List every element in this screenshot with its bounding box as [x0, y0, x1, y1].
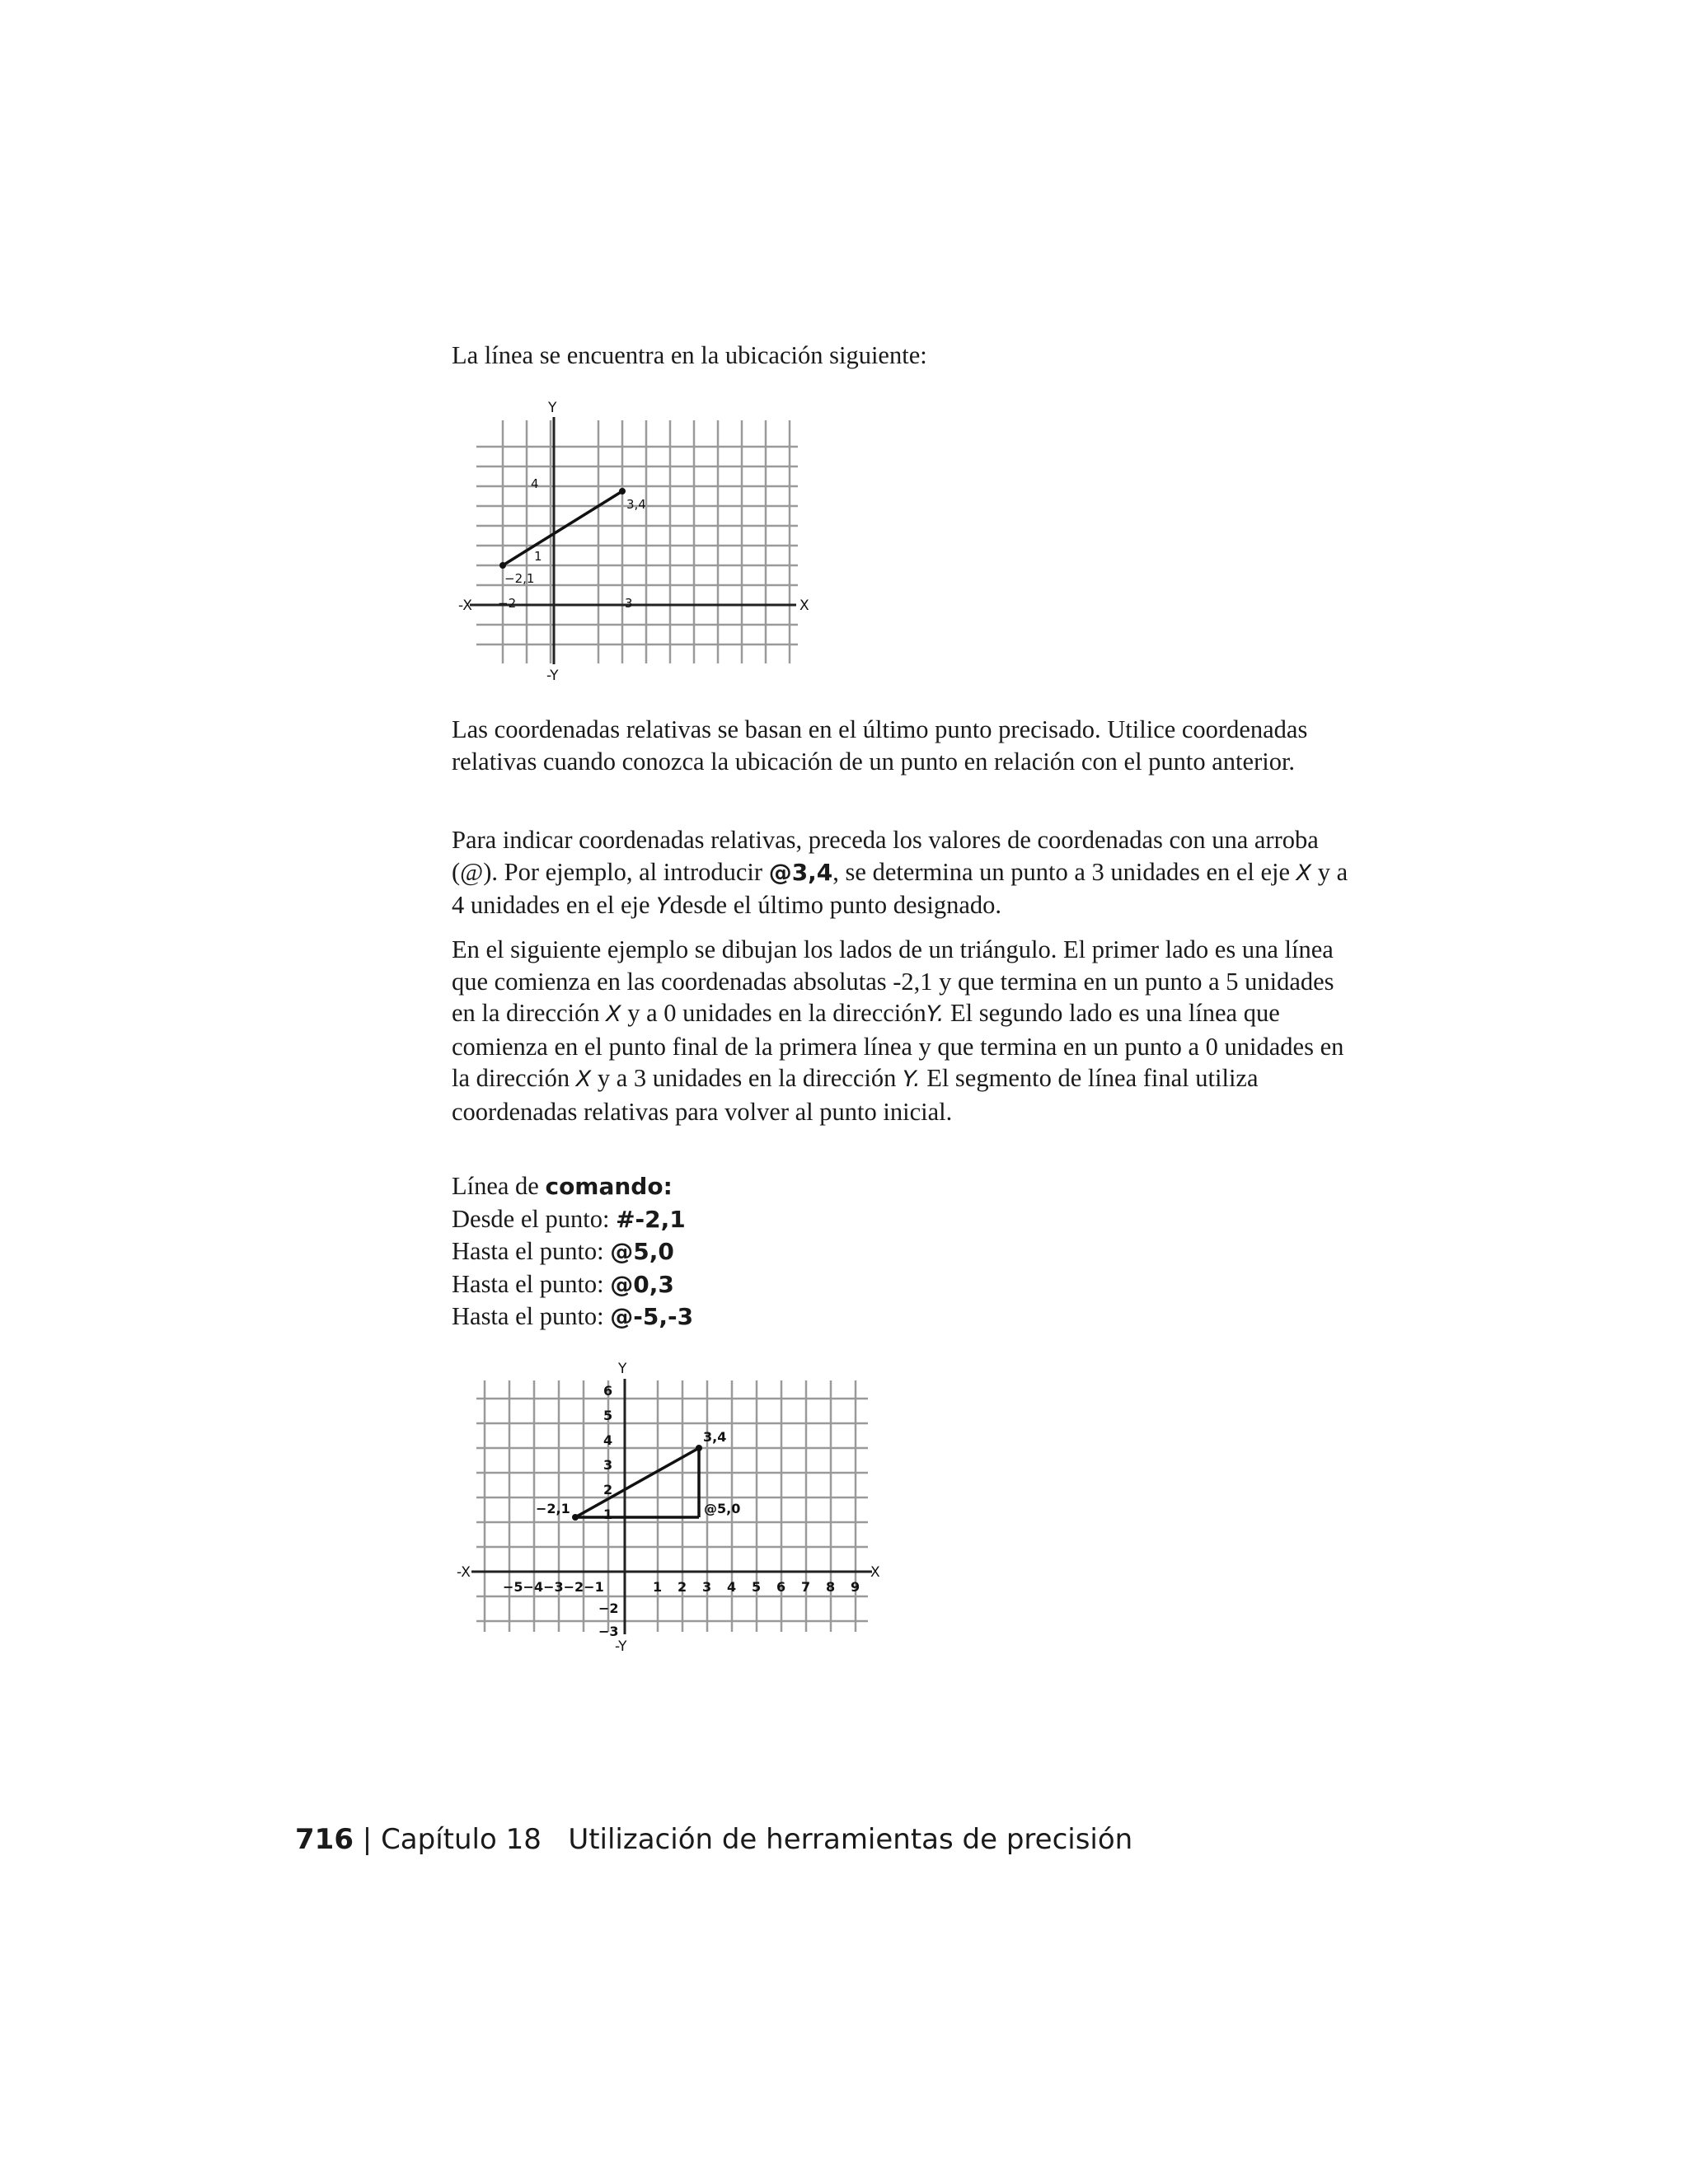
- point-label-mid: @5,0: [704, 1501, 741, 1516]
- point-label-start: −2,1: [536, 1501, 570, 1516]
- text-run: El segmento de línea final utiliza coordenadas relativas para volver al punto inicial.: [452, 1064, 1259, 1126]
- y-tick: 1: [603, 1507, 613, 1522]
- tick-label-1: 1: [534, 549, 542, 564]
- italic-term: Y.: [926, 1001, 945, 1027]
- page-number: 716: [295, 1823, 354, 1856]
- tick-label-neg2: −2: [498, 596, 517, 611]
- y-tick: 6: [603, 1383, 613, 1399]
- command-sequence: [452, 1170, 1193, 1333]
- chapter-title: Utilización de herramientas de precisión: [568, 1823, 1133, 1856]
- text-run: desde el último punto designado.: [669, 891, 1002, 919]
- x-tick: 5: [752, 1579, 762, 1595]
- triangle: [575, 1448, 699, 1517]
- point-label-end: 3,4: [626, 497, 646, 512]
- axis-neg-x-label: -X: [458, 598, 472, 614]
- footer-separator: |: [353, 1823, 382, 1856]
- axis-y-label: Y: [618, 1361, 627, 1377]
- paragraph-arroba: [452, 824, 1350, 923]
- text-run: y a 0 unidades en la dirección: [621, 999, 926, 1027]
- paragraph-relative-coordinates: Las coordenadas relativas se basan en el último punto precisado. Utilice coordenadas relativas cuando conozca la ubicación de un punto en relación con el punto anterior.: [452, 715, 1308, 776]
- axis-neg-y-label: -Y: [615, 1638, 627, 1655]
- axis-neg-x-label: -X: [457, 1564, 471, 1581]
- inline-code: @3,4: [768, 858, 833, 886]
- paragraph-triangle-example: [452, 934, 1350, 1127]
- x-tick: 1: [653, 1579, 663, 1595]
- text-run: En el siguiente ejemplo se dibujan los lados de un triángulo. El primer lado es una línea que comienza en las coordenadas absolutas -2,1 y que termina en un punto a 5 unidades en la dirección: [452, 935, 1334, 1027]
- text-run: y a 4 unidades en el eje: [452, 857, 1348, 919]
- point-label-end: 3,4: [703, 1429, 727, 1445]
- x-tick: 2: [678, 1579, 687, 1595]
- x-negative-ticks: −5−4−3−2−1: [503, 1579, 604, 1595]
- x-tick: 4: [727, 1579, 737, 1595]
- text-run: El segundo lado es una línea que comienza en el punto final de la primera línea y que termina en un punto a 0 unidades en la dirección: [452, 999, 1344, 1092]
- x-tick: 3: [702, 1579, 712, 1595]
- tick-label-4: 4: [531, 476, 539, 491]
- italic-term: X: [1296, 860, 1312, 886]
- x-tick: 8: [826, 1579, 836, 1595]
- italic-term: X: [575, 1066, 592, 1092]
- y-tick: −2: [598, 1601, 619, 1616]
- axis-x-label: X: [799, 598, 809, 614]
- text-run: , se determina un punto a 3 unidades en el eje: [832, 857, 1296, 886]
- italic-term: X: [606, 1001, 621, 1027]
- command-from: Desde el punto: #-2,1: [452, 1204, 686, 1233]
- line-segment: [503, 491, 622, 565]
- tick-label-3: 3: [625, 596, 633, 611]
- figure-line-coordinates: [452, 396, 814, 692]
- y-tick: 4: [603, 1432, 613, 1448]
- italic-term: Y.: [902, 1066, 921, 1092]
- y-tick: 3: [603, 1457, 613, 1473]
- command-to-1: Hasta el punto: @5,0: [452, 1237, 674, 1265]
- chapter-label: Capítulo 18: [381, 1823, 542, 1856]
- figure-triangle-coordinates: [452, 1347, 897, 1657]
- text-run: Para indicar coordenadas relativas, preceda los valores de coordenadas con una arroba (@). Por ejemplo, al introducir: [452, 826, 1319, 886]
- intro-text: La línea se encuentra en la ubicación siguiente:: [452, 341, 927, 369]
- y-tick: 5: [603, 1408, 613, 1423]
- command-to-3: Hasta el punto: @-5,-3: [452, 1302, 694, 1330]
- text-run: y a 3 unidades en la dirección: [591, 1064, 903, 1092]
- axis-y-label: Y: [548, 400, 557, 416]
- x-tick: 9: [851, 1579, 860, 1595]
- command-line: Línea de comando:: [452, 1172, 673, 1200]
- x-tick: 7: [801, 1579, 811, 1595]
- command-to-2: Hasta el punto: @0,3: [452, 1269, 674, 1298]
- italic-term: Y: [656, 893, 670, 919]
- point-label-start: −2,1: [504, 571, 535, 586]
- axis-x-label: X: [870, 1564, 880, 1581]
- page-footer: [295, 1823, 1132, 1856]
- y-tick: −3: [598, 1624, 619, 1639]
- y-tick: 2: [603, 1482, 613, 1497]
- axis-neg-y-label: -Y: [546, 668, 559, 684]
- x-tick: 6: [776, 1579, 786, 1595]
